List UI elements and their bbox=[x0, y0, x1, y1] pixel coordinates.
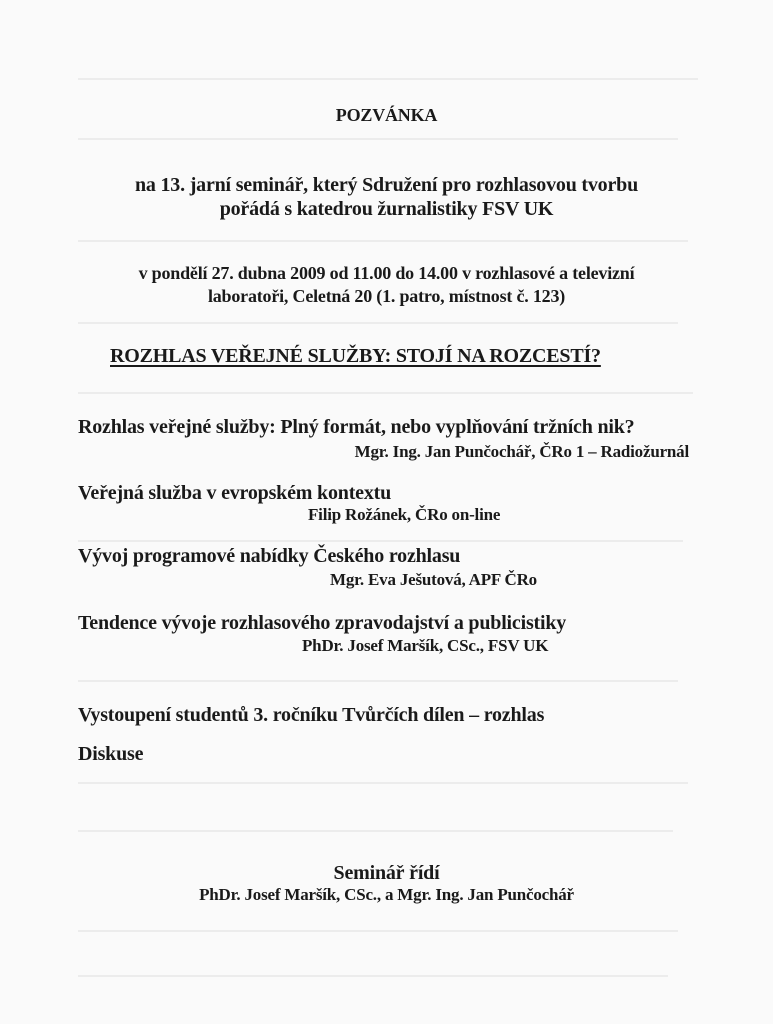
bleed-through-line bbox=[78, 240, 688, 242]
bleed-through-line bbox=[78, 392, 693, 394]
program-topic: Rozhlas veřejné služby: Plný formát, nebo vyplňování tržních nik? bbox=[78, 416, 635, 438]
bleed-through-line bbox=[78, 78, 698, 80]
bleed-through-line bbox=[78, 322, 678, 324]
intro-line-1: na 13. jarní seminář, který Sdružení pro rozhlasovou tvorbu bbox=[134, 174, 639, 196]
program-topic: Veřejná služba v evropském kontextu bbox=[78, 482, 392, 504]
program-topic: Diskuse bbox=[78, 743, 144, 765]
program-speaker: Mgr. Eva Ješutová, APF ČRo bbox=[330, 570, 537, 589]
bleed-through-line bbox=[78, 138, 678, 140]
bleed-through-line bbox=[78, 540, 683, 542]
organizers-names: PhDr. Josef Maršík, CSc., a Mgr. Ing. Jan Punčochář bbox=[199, 885, 574, 904]
program-speaker: Mgr. Ing. Jan Punčochář, ČRo 1 – Radiožurnál bbox=[354, 442, 689, 461]
bleed-through-line bbox=[78, 975, 668, 977]
bleed-through-line bbox=[78, 782, 688, 784]
bleed-through-line bbox=[78, 930, 678, 932]
invitation-heading: POZVÁNKA bbox=[335, 105, 438, 125]
intro-line-2: pořádá s katedrou žurnalistiky FSV UK bbox=[219, 198, 554, 220]
seminar-theme: ROZHLAS VEŘEJNÉ SLUŽBY: STOJÍ NA ROZCESTÍ? bbox=[110, 345, 601, 367]
organizers-heading: Seminář řídí bbox=[333, 862, 440, 884]
bleed-through-line bbox=[78, 830, 673, 832]
program-speaker: PhDr. Josef Maršík, CSc., FSV UK bbox=[302, 636, 549, 655]
program-topic: Vystoupení studentů 3. ročníku Tvůrčích dílen – rozhlas bbox=[78, 704, 545, 726]
date-time-line-1: v pondělí 27. dubna 2009 od 11.00 do 14.00 v rozhlasové a televizní bbox=[138, 263, 635, 283]
program-topic: Tendence vývoje rozhlasového zpravodajství a publicistiky bbox=[78, 612, 567, 634]
program-topic: Vývoj programové nabídky Českého rozhlasu bbox=[78, 545, 461, 567]
program-speaker: Filip Rožánek, ČRo on-line bbox=[308, 505, 501, 524]
bleed-through-line bbox=[78, 680, 678, 682]
date-time-line-2: laboratoři, Celetná 20 (1. patro, místnost č. 123) bbox=[207, 286, 566, 306]
